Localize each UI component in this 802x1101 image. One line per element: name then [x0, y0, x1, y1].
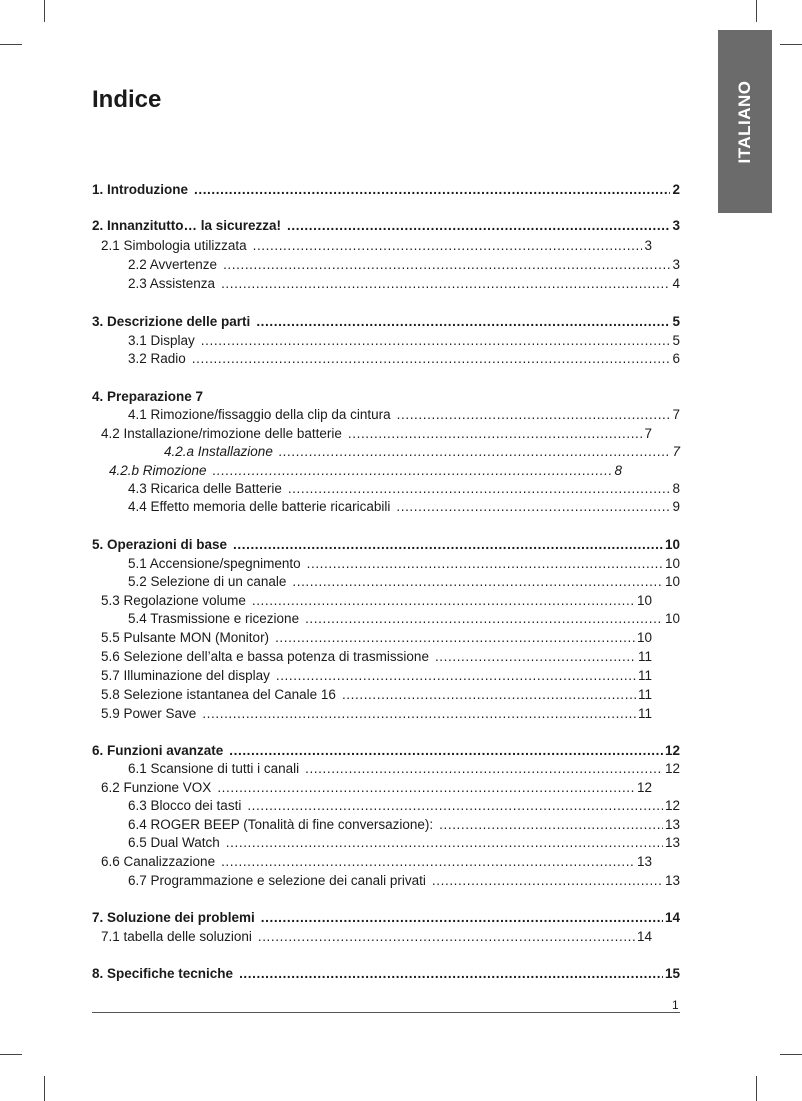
toc-entry-title: 4.4 Effetto memoria delle batterie ricaricabili: [128, 499, 391, 514]
crop-mark: [756, 0, 757, 22]
dot-leader: [221, 275, 670, 292]
dot-leader: [287, 217, 670, 234]
toc-entry[interactable]: [128, 406, 680, 423]
page-title: Indice: [92, 86, 162, 113]
dot-leader: [396, 498, 670, 515]
crop-mark: [780, 44, 802, 45]
dot-leader: [213, 462, 613, 479]
toc-entry-title: 8. Specifiche tecniche: [92, 966, 234, 981]
toc-entry-page: 7: [672, 407, 680, 422]
toc-entry-page: 12: [664, 798, 680, 813]
toc-entry[interactable]: [101, 648, 652, 665]
toc-entry[interactable]: [101, 779, 652, 796]
dot-leader: [253, 237, 643, 254]
toc-entry-page: 3: [672, 218, 680, 233]
dot-leader: [202, 705, 636, 722]
toc-entry[interactable]: [164, 443, 680, 460]
dot-leader: [439, 816, 663, 833]
toc-entry-title: 5.7 Illuminazione del display: [101, 668, 270, 683]
toc-entry-page: 11: [637, 668, 652, 683]
toc-entry-page: 6: [672, 351, 680, 366]
language-tab: [718, 30, 772, 213]
toc-entry-page: 11: [637, 706, 652, 721]
toc-entry-title: 2.2 Avvertenze: [128, 257, 218, 272]
toc-entry[interactable]: [128, 480, 680, 497]
toc-entry-title: 3.2 Radio: [128, 351, 186, 366]
toc-entry-page: 13: [664, 873, 680, 888]
toc-entry-title: 7. Soluzione dei problemi: [92, 910, 255, 925]
dot-leader: [258, 928, 635, 945]
dot-leader: [342, 686, 636, 703]
toc-entry[interactable]: [128, 498, 680, 515]
toc-entry[interactable]: [101, 928, 652, 945]
dot-leader: [192, 350, 671, 367]
toc-entry-page: 5: [672, 333, 680, 348]
toc-entry-page: 15: [664, 966, 680, 981]
crop-mark: [780, 1054, 802, 1055]
toc-entry-title: 3.1 Display: [128, 333, 195, 348]
toc-entry[interactable]: [101, 237, 652, 254]
toc-entry-title: 6.5 Dual Watch: [128, 835, 220, 850]
dot-leader: [435, 648, 636, 665]
toc-entry-page: 14: [664, 910, 680, 925]
toc-entry[interactable]: [128, 256, 680, 273]
dot-leader: [288, 480, 671, 497]
toc-entry[interactable]: [128, 332, 680, 349]
toc-entry-page: 12: [636, 780, 652, 795]
toc-entry[interactable]: [109, 462, 622, 479]
toc-entry-title: 5.8 Selezione istantanea del Canale 16: [101, 687, 336, 702]
toc-entry-page: 4: [672, 276, 680, 291]
toc-entry-page: 10: [664, 537, 680, 552]
dot-leader: [432, 872, 663, 889]
toc-entry[interactable]: [101, 629, 652, 646]
crop-mark: [756, 1076, 757, 1101]
toc-entry-title: 6.7 Programmazione e selezione dei canali privati: [128, 873, 426, 888]
toc-entry[interactable]: [128, 797, 680, 814]
toc-entry-page: 10: [664, 574, 680, 589]
dot-leader: [276, 667, 636, 684]
dot-leader: [279, 443, 671, 460]
toc-entry[interactable]: [92, 217, 680, 234]
toc-entry[interactable]: [128, 610, 680, 627]
dot-leader: [305, 610, 663, 627]
toc-entry[interactable]: [101, 667, 652, 684]
toc-entry-title: 2.1 Simbologia utilizzata: [101, 238, 247, 253]
toc-entry[interactable]: [92, 313, 680, 330]
toc-entry[interactable]: [101, 705, 652, 722]
toc-entry-page: 3: [672, 257, 680, 272]
dot-leader: [261, 909, 663, 926]
toc-entry-title: 5.3 Regolazione volume: [101, 593, 246, 608]
toc-entry-title: 2.3 Assistenza: [128, 276, 216, 291]
dot-leader: [247, 797, 663, 814]
toc-entry-title: 4. Preparazione 7: [92, 389, 204, 404]
toc-entry[interactable]: [92, 742, 680, 759]
toc-entry[interactable]: [128, 760, 680, 777]
toc-entry-title: 4.2.a Installazione: [164, 444, 273, 459]
toc-entry[interactable]: [128, 834, 680, 851]
toc-entry[interactable]: [101, 853, 652, 870]
dot-leader: [194, 181, 670, 198]
toc-entry-title: 4.2.b Rimozione: [109, 463, 207, 478]
footer-rule: [92, 1012, 680, 1013]
page-number: 1: [672, 998, 679, 1012]
toc-entry-page: 8: [672, 481, 680, 496]
toc-entry-title: 3. Descrizione delle parti: [92, 314, 251, 329]
toc-entry-title: 5.1 Accensione/spegnimento: [128, 556, 301, 571]
toc-entry-title: 2. Innanzitutto… la sicurezza!: [92, 218, 282, 233]
toc-entry-page: 12: [664, 743, 680, 758]
toc-entry-page: 2: [672, 182, 680, 197]
toc-entry[interactable]: [128, 573, 680, 590]
toc-entry[interactable]: [128, 555, 680, 572]
toc-entry-page: 10: [636, 630, 652, 645]
dot-leader: [221, 853, 635, 870]
toc-entry-title: 6.2 Funzione VOX: [101, 780, 212, 795]
toc-entry-page: 10: [664, 611, 680, 626]
dot-leader: [217, 779, 635, 796]
toc-entry[interactable]: [92, 388, 680, 405]
dot-leader: [305, 760, 663, 777]
dot-leader: [239, 965, 663, 982]
toc-entry-page: 11: [637, 649, 652, 664]
toc-entry-title: 5.4 Trasmissione e ricezione: [128, 611, 300, 626]
dot-leader: [256, 313, 670, 330]
toc-entry[interactable]: [92, 909, 680, 926]
dot-leader: [201, 332, 671, 349]
toc-entry-title: 7.1 tabella delle soluzioni: [101, 929, 252, 944]
toc-entry-page: 3: [644, 238, 652, 253]
toc-entry-page: 12: [664, 761, 680, 776]
toc-entry-title: 5.6 Selezione dell’alta e bassa potenza di trasmissione: [101, 649, 429, 664]
toc-entry[interactable]: [101, 686, 652, 703]
toc-entry-page: 5: [672, 314, 680, 329]
toc-entry[interactable]: [128, 816, 680, 833]
toc-entry-title: 4.1 Rimozione/fissaggio della clip da cintura: [128, 407, 391, 422]
toc-entry-page: 11: [637, 687, 652, 702]
dot-leader: [233, 536, 663, 553]
toc-entry-page: 7: [672, 444, 680, 459]
dot-leader: [252, 592, 635, 609]
toc-entry[interactable]: [128, 350, 680, 367]
toc-entry-page: 13: [664, 817, 680, 832]
dot-leader: [397, 406, 671, 423]
language-tab-label: ITALIANO: [735, 79, 754, 164]
crop-mark: [0, 44, 22, 45]
dot-leader: [223, 256, 670, 273]
toc-entry-title: 5. Operazioni di base: [92, 537, 228, 552]
toc-entry[interactable]: [101, 592, 652, 609]
dot-leader: [275, 629, 635, 646]
crop-mark: [0, 1054, 22, 1055]
toc-entry-title: 5.2 Selezione di un canale: [128, 574, 287, 589]
dot-leader: [348, 425, 643, 442]
toc-entry-title: 4.2 Installazione/rimozione delle batterie: [101, 426, 342, 441]
toc-entry[interactable]: [92, 536, 680, 553]
toc-entry[interactable]: [92, 181, 680, 198]
dot-leader: [226, 834, 663, 851]
toc-entry-page: 13: [636, 854, 652, 869]
toc-entry-page: 9: [672, 499, 680, 514]
toc-entry[interactable]: [128, 872, 680, 889]
toc-entry-title: 5.9 Power Save: [101, 706, 197, 721]
dot-leader: [307, 555, 663, 572]
toc-entry-title: 5.5 Pulsante MON (Monitor): [101, 630, 270, 645]
toc-entry-title: 6.4 ROGER BEEP (Tonalità di fine conversazione):: [128, 817, 434, 832]
toc-entry-page: 10: [636, 593, 652, 608]
toc-entry-page: 8: [614, 463, 622, 478]
toc-entry-page: 13: [664, 835, 680, 850]
toc-entry-page: 7: [644, 426, 652, 441]
toc-entry-title: 6.1 Scansione di tutti i canali: [128, 761, 300, 776]
toc-entry-title: 6.6 Canalizzazione: [101, 854, 216, 869]
toc-entry-page: 14: [636, 929, 652, 944]
toc-entry-title: 6. Funzioni avanzate: [92, 743, 224, 758]
dot-leader: [229, 742, 663, 759]
toc-entry[interactable]: [92, 965, 680, 982]
toc-entry-title: 6.3 Blocco dei tasti: [128, 798, 242, 813]
toc-entry[interactable]: [128, 275, 680, 292]
toc-entry[interactable]: [101, 425, 652, 442]
crop-mark: [44, 1076, 45, 1101]
dot-leader: [292, 573, 663, 590]
toc-entry-title: 1. Introduzione: [92, 182, 188, 197]
toc-entry-page: 10: [664, 556, 680, 571]
toc-entry-title: 4.3 Ricarica delle Batterie: [128, 481, 282, 496]
crop-mark: [44, 0, 45, 22]
